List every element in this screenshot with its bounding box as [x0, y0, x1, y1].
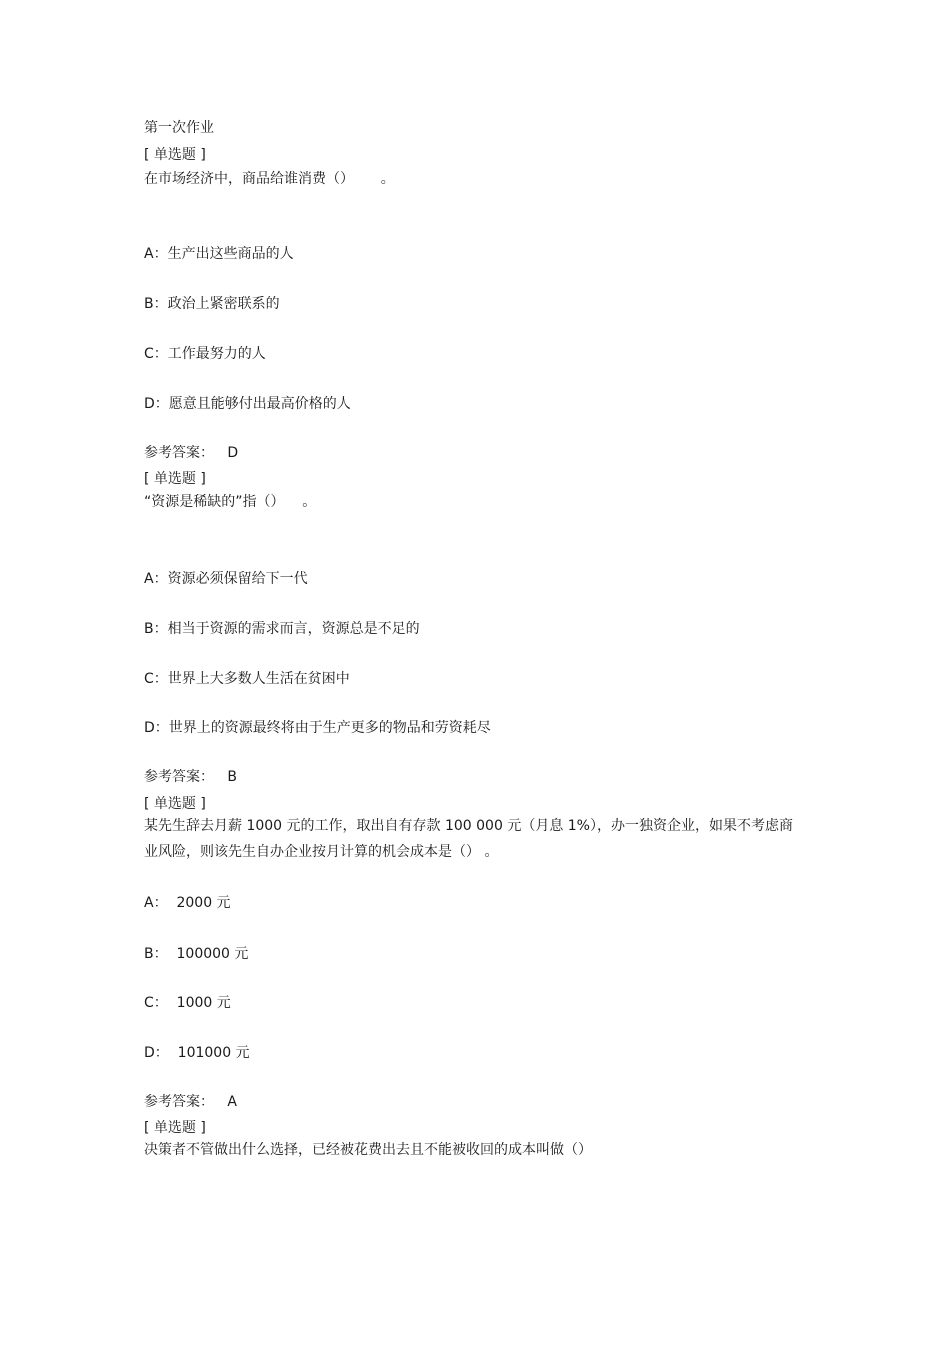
option-c: C： 1000 元 [144, 995, 231, 1011]
option-a: A：生产出这些商品的人 [144, 246, 294, 262]
question-type-label: [ 单选题 ] [144, 796, 206, 812]
option-b: B： 100000 元 [144, 946, 249, 962]
option-a: A： 2000 元 [144, 895, 231, 911]
option-b: B：相当于资源的需求而言，资源总是不足的 [144, 621, 420, 637]
option-a: A：资源必须保留给下一代 [144, 571, 308, 587]
doc-title: 第一次作业 [144, 120, 214, 136]
option-d: D： 101000 元 [144, 1045, 250, 1061]
reference-answer: 参考答案： A [144, 1094, 237, 1110]
reference-answer: 参考答案： D [144, 445, 239, 461]
question-stem: 在市场经济中，商品给谁消费（） 。 [144, 171, 395, 187]
option-b: B：政治上紧密联系的 [144, 296, 280, 312]
reference-answer: 参考答案： B [144, 769, 237, 785]
question-stem: “资源是稀缺的”指（） 。 [144, 494, 317, 510]
question-type-label: [ 单选题 ] [144, 471, 206, 487]
option-c: C：世界上大多数人生活在贫困中 [144, 671, 350, 687]
question-stem: 决策者不管做出什么选择，已经被花费出去且不能被收回的成本叫做（） [144, 1142, 592, 1158]
question-type-label: [ 单选题 ] [144, 147, 206, 163]
question-type-label: [ 单选题 ] [144, 1120, 206, 1136]
option-c: C：工作最努力的人 [144, 346, 266, 362]
option-d: D：世界上的资源最终将由于生产更多的物品和劳资耗尽 [144, 720, 491, 736]
question-stem: 某先生辞去月薪 1000 元的工作，取出自有存款 100 000 元（月息 1%），办一独资企业，如果不考虑商业风险，则该先生自办企业按月计算的机会成本是（） 。 [144, 818, 793, 860]
option-d: D：愿意且能够付出最高价格的人 [144, 396, 351, 412]
